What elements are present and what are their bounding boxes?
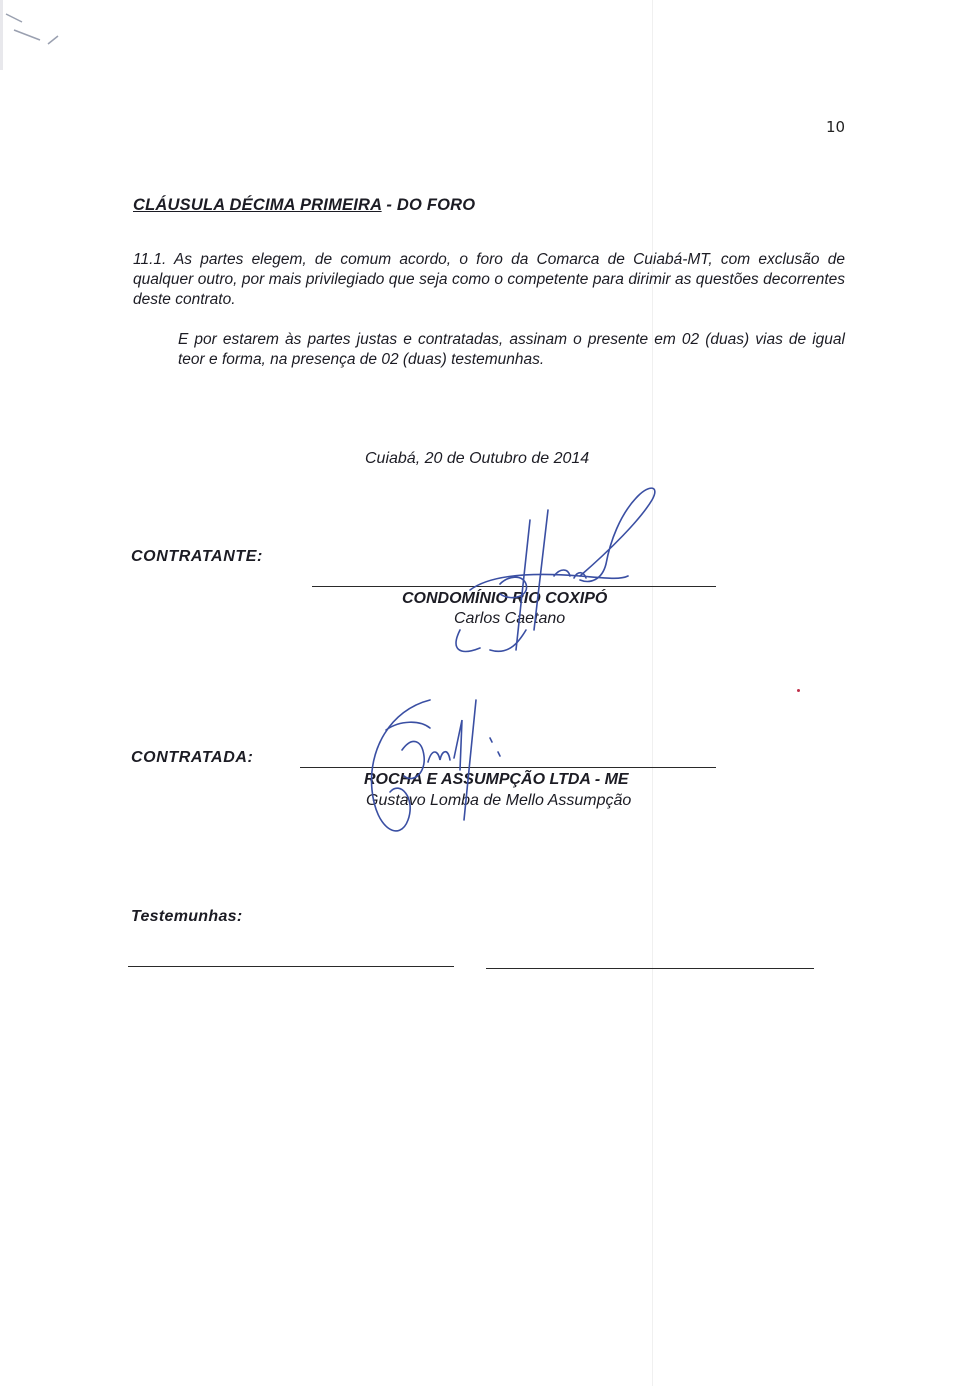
contratada-company: ROCHA E ASSUMPÇÃO LTDA - ME — [364, 771, 629, 788]
page-number: 10 — [826, 118, 846, 136]
closing-paragraph: E por estarem às partes justas e contratadas, assinam o presente em 02 (duas) vias de igual teor e forma, na presença de 02 (duas) testemunhas. — [178, 331, 845, 368]
witness-1-signature-line — [128, 966, 454, 967]
date-line: Cuiabá, 20 de Outubro de 2014 — [365, 450, 590, 467]
witness-2-signature-line — [486, 968, 814, 969]
clause-heading-subtitle: - DO FORO — [381, 196, 476, 214]
contratada-label: CONTRATADA: — [131, 749, 254, 766]
contratante-signature — [430, 480, 670, 680]
clause-paragraph-1: 11.1. As partes elegem, de comum acordo, o foro da Comarca de Cuiabá-MT, com exclusão de qualquer outro, por mais privilegiado que seja como o competente para dirimir as questões decorrentes deste contrato. — [133, 251, 845, 308]
witnesses-label: Testemunhas: — [131, 908, 243, 925]
contratante-company: CONDOMÍNIO RIO COXIPÓ — [402, 590, 608, 607]
scan-edge-mark — [0, 0, 80, 70]
contratante-label: CONTRATANTE: — [131, 548, 263, 565]
clause-heading — [133, 196, 475, 215]
scan-fold-line — [652, 0, 653, 1386]
contratada-signature — [350, 680, 530, 850]
red-dot-mark — [797, 689, 800, 692]
contratada-person: Gustavo Lomba de Mello Assumpção — [366, 792, 632, 809]
contratante-person: Carlos Caetano — [454, 610, 566, 627]
clause-heading-title: CLÁUSULA DÉCIMA PRIMEIRA — [133, 196, 382, 214]
